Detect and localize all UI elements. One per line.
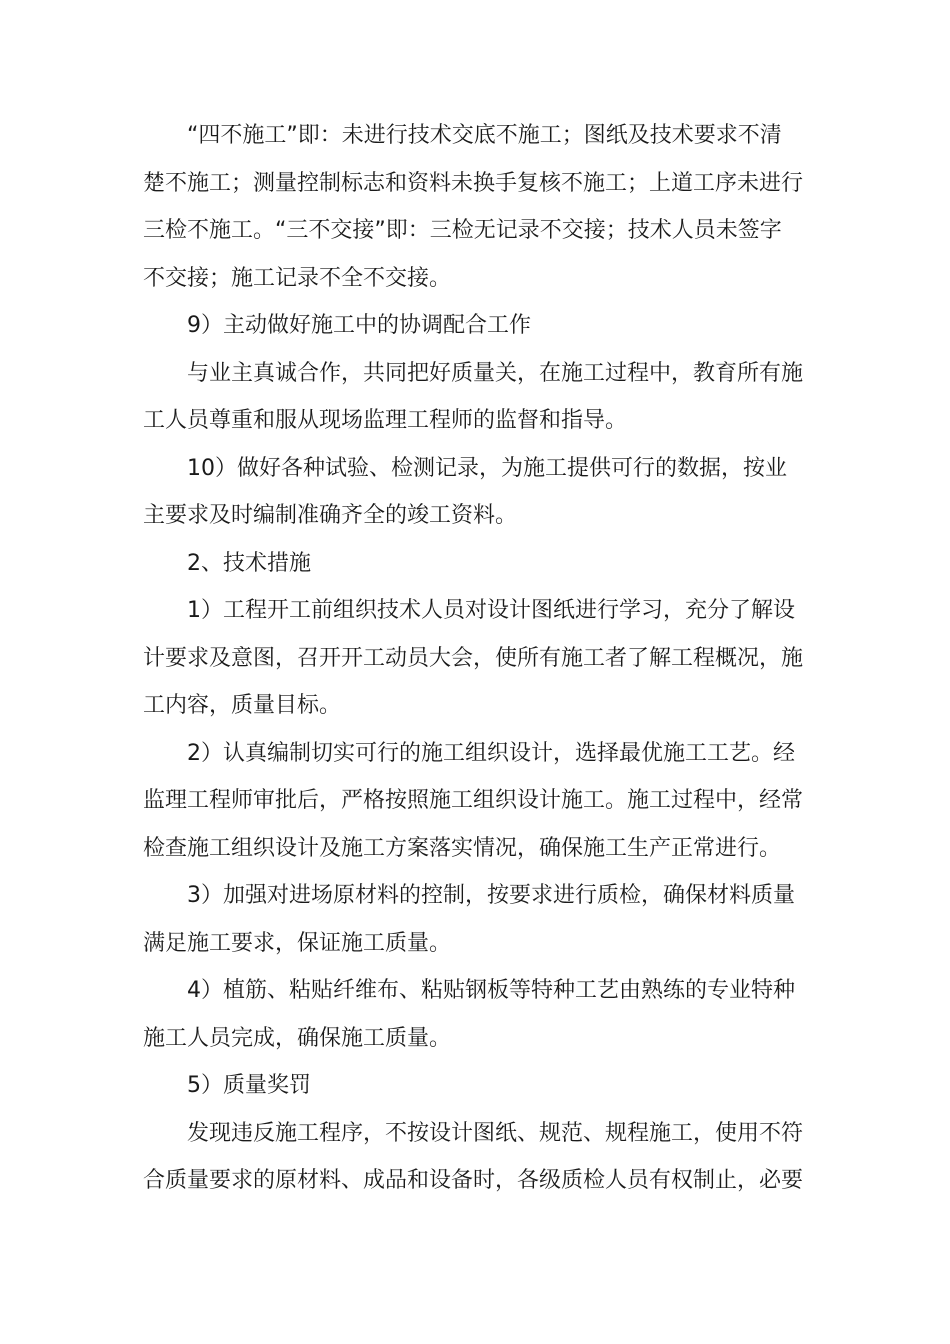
section-heading-technical-measures [143,540,807,588]
text-line: 5）质量奖罚 [187,1073,311,1098]
paragraph-measure-1 [143,587,807,730]
paragraph-quality-rewards [143,1110,807,1205]
text-line: 2）认真编制切实可行的施工组织设计，选择最优施工工艺。经 [187,740,795,766]
text-line: 4）植筋、粘贴纤维布、粘贴钢板等特种工艺由熟练的专业特种 [187,978,795,1003]
text-line: “四不施工”即：未进行技术交底不施工；图纸及技术要求不清 [187,123,782,148]
text-line: 合质量要求的原材料、成品和设备时，各级质检人员有权制止，必要 [143,1168,804,1193]
text-line: 工内容，质量目标。 [143,693,342,718]
text-line: 检查施工组织设计及施工方案落实情况，确保施工生产正常进行。 [143,835,782,861]
text-line: 3）加强对进场原材料的控制，按要求进行质检，确保材料质量 [187,883,795,908]
paragraph-measure-4 [143,967,807,1062]
text-line: 1）工程开工前组织技术人员对设计图纸进行学习，充分了解设 [187,598,795,623]
text-line: 计要求及意图，召开开工动员大会，使所有施工者了解工程概况，施 [143,645,804,671]
text-line: 与业主真诚合作，共同把好质量关，在施工过程中，教育所有施 [187,360,804,386]
paragraph-measure-3 [143,872,807,967]
text-line: 三检不施工。“三不交接”即：三检无记录不交接；技术人员未签字 [143,218,782,243]
paragraph-four-no-construction [143,112,807,302]
text-line: 不交接；施工记录不全不交接。 [143,265,452,291]
text-line: 主要求及时编制准确齐全的竣工资料。 [143,503,518,528]
paragraph-item-10 [143,445,807,540]
text-line: 工人员尊重和服从现场监理工程师的监督和指导。 [143,408,628,433]
paragraph-measure-2 [143,730,807,873]
heading-measure-5 [143,1062,807,1110]
text-line: 监理工程师审批后，严格按照施工组织设计施工。施工过程中，经常 [143,788,804,813]
paragraph-cooperation [143,350,807,445]
text-line: 9）主动做好施工中的协调配合工作 [187,313,531,338]
text-line: 楚不施工；测量控制标志和资料未换手复核不施工；上道工序未进行 [143,170,804,196]
text-line: 满足施工要求，保证施工质量。 [143,930,452,956]
document-body [143,112,807,1205]
text-line: 发现违反施工程序，不按设计图纸、规范、规程施工，使用不符 [187,1120,804,1146]
heading-item-9 [143,302,807,350]
text-line: 2、技术措施 [187,550,311,576]
text-line: 施工人员完成，确保施工质量。 [143,1025,452,1051]
text-line: 10）做好各种试验、检测记录，为施工提供可行的数据，按业 [187,455,787,481]
